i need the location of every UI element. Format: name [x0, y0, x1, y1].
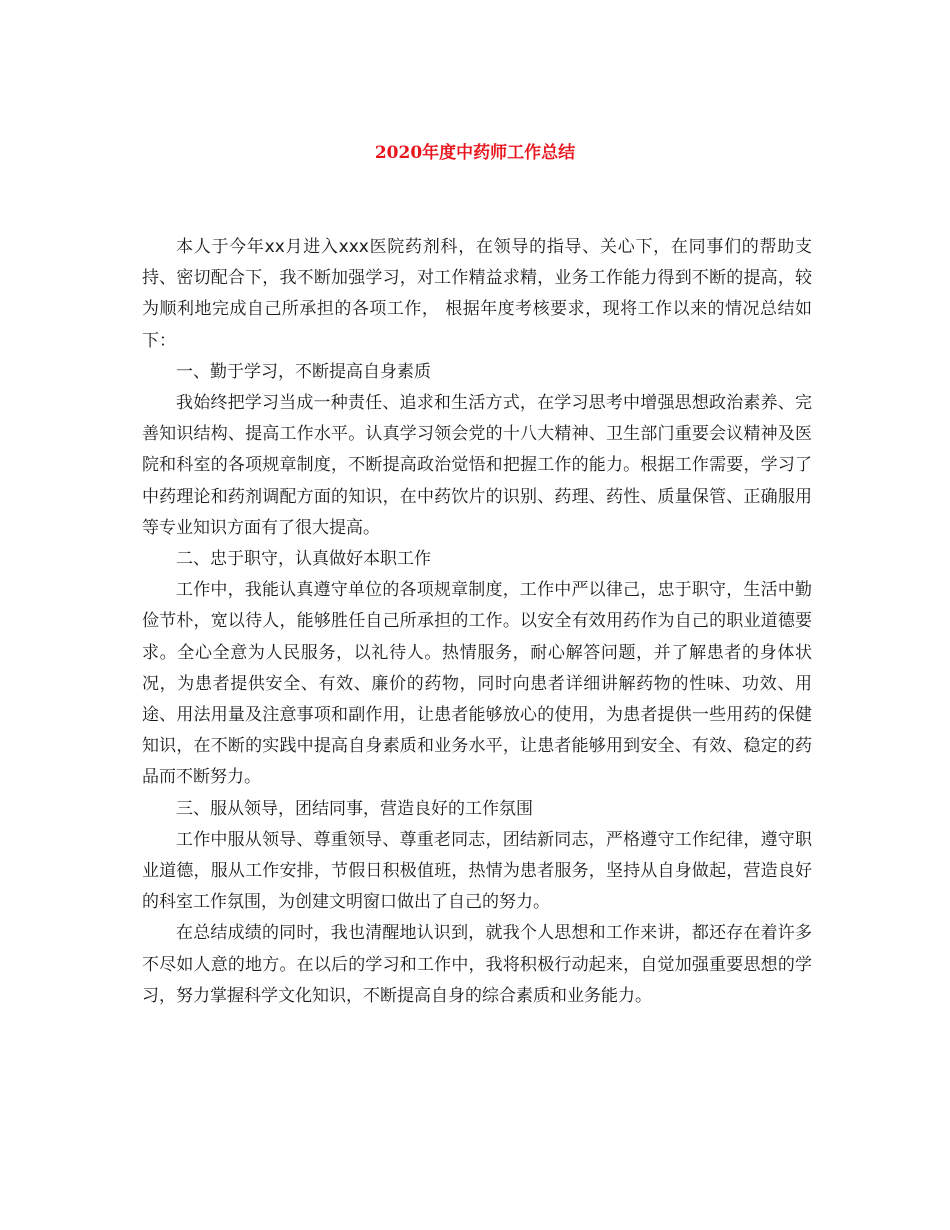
section-heading-2: 二、忠于职守，认真做好本职工作: [176, 549, 431, 570]
paragraph-conclusion: 在总结成绩的同时，我也清醒地认识到，就我个人思想和工作来讲，都还存在着许多不尽如人意的地方。在以后的学习和工作中，我将积极行动起来，自觉加强重要思想的学习，努力掌握科学文化知识，不断提高自身的综合素质和业务能力。: [142, 923, 812, 1006]
section-heading-1: 一、勤于学习，不断提高自身素质: [176, 361, 431, 382]
paragraph-intro: 本人于今年xx月进入xxx医院药剂科，在领导的指导、关心下，在同事们的帮助支持、密切配合下，我不断加强学习，对工作精益求精，业务工作能力得到不断的提高，较为顺利地完成自己所承担的各项工作， 根据年度考核要求，现将工作以来的情况总结如下：: [142, 237, 812, 351]
paragraph-section-3: 工作中服从领导、尊重领导、尊重老同志，团结新同志，严格遵守工作纪律，遵守职业道德，服从工作安排，节假日积极值班，热情为患者服务，坚持从自身做起，营造良好的科室工作氛围，为创建文明窗口做出了自己的努力。: [142, 829, 812, 913]
section-heading-3: 三、服从领导，团结同事，营造良好的工作氛围: [176, 798, 533, 819]
document-title: 2020年度中药师工作总结: [374, 143, 576, 163]
paragraph-section-1: 我始终把学习当成一种责任、追求和生活方式，在学习思考中增强思想政治素养、完善知识结构、提高工作水平。认真学习领会党的十八大精神、卫生部门重要会议精神及医院和科室的各项规章制度，不断提高政治觉悟和把握工作的能力。根据工作需要，学习了中药理论和药剂调配方面的知识，在中药饮片的识别、药理、药性、质量保管、正确服用等专业知识方面有了很大提高。: [142, 393, 812, 538]
document-body: [142, 232, 812, 1012]
paragraph-section-2: 工作中，我能认真遵守单位的各项规章制度，工作中严以律己，忠于职守，生活中勤俭节朴，宽以待人，能够胜任自己所承担的工作。以安全有效用药作为自己的职业道德要求。全心全意为人民服务，以礼待人。热情服务，耐心解答问题，并了解患者的身体状况，为患者提供安全、有效、廉价的药物，同时向患者详细讲解药物的性味、功效、用途、用法用量及注意事项和副作用，让患者能够放心的使用，为患者提供一些用药的保健知识，在不断的实践中提高自身素质和业务水平，让患者能够用到安全、有效、稳定的药品而不断努力。: [142, 580, 812, 788]
